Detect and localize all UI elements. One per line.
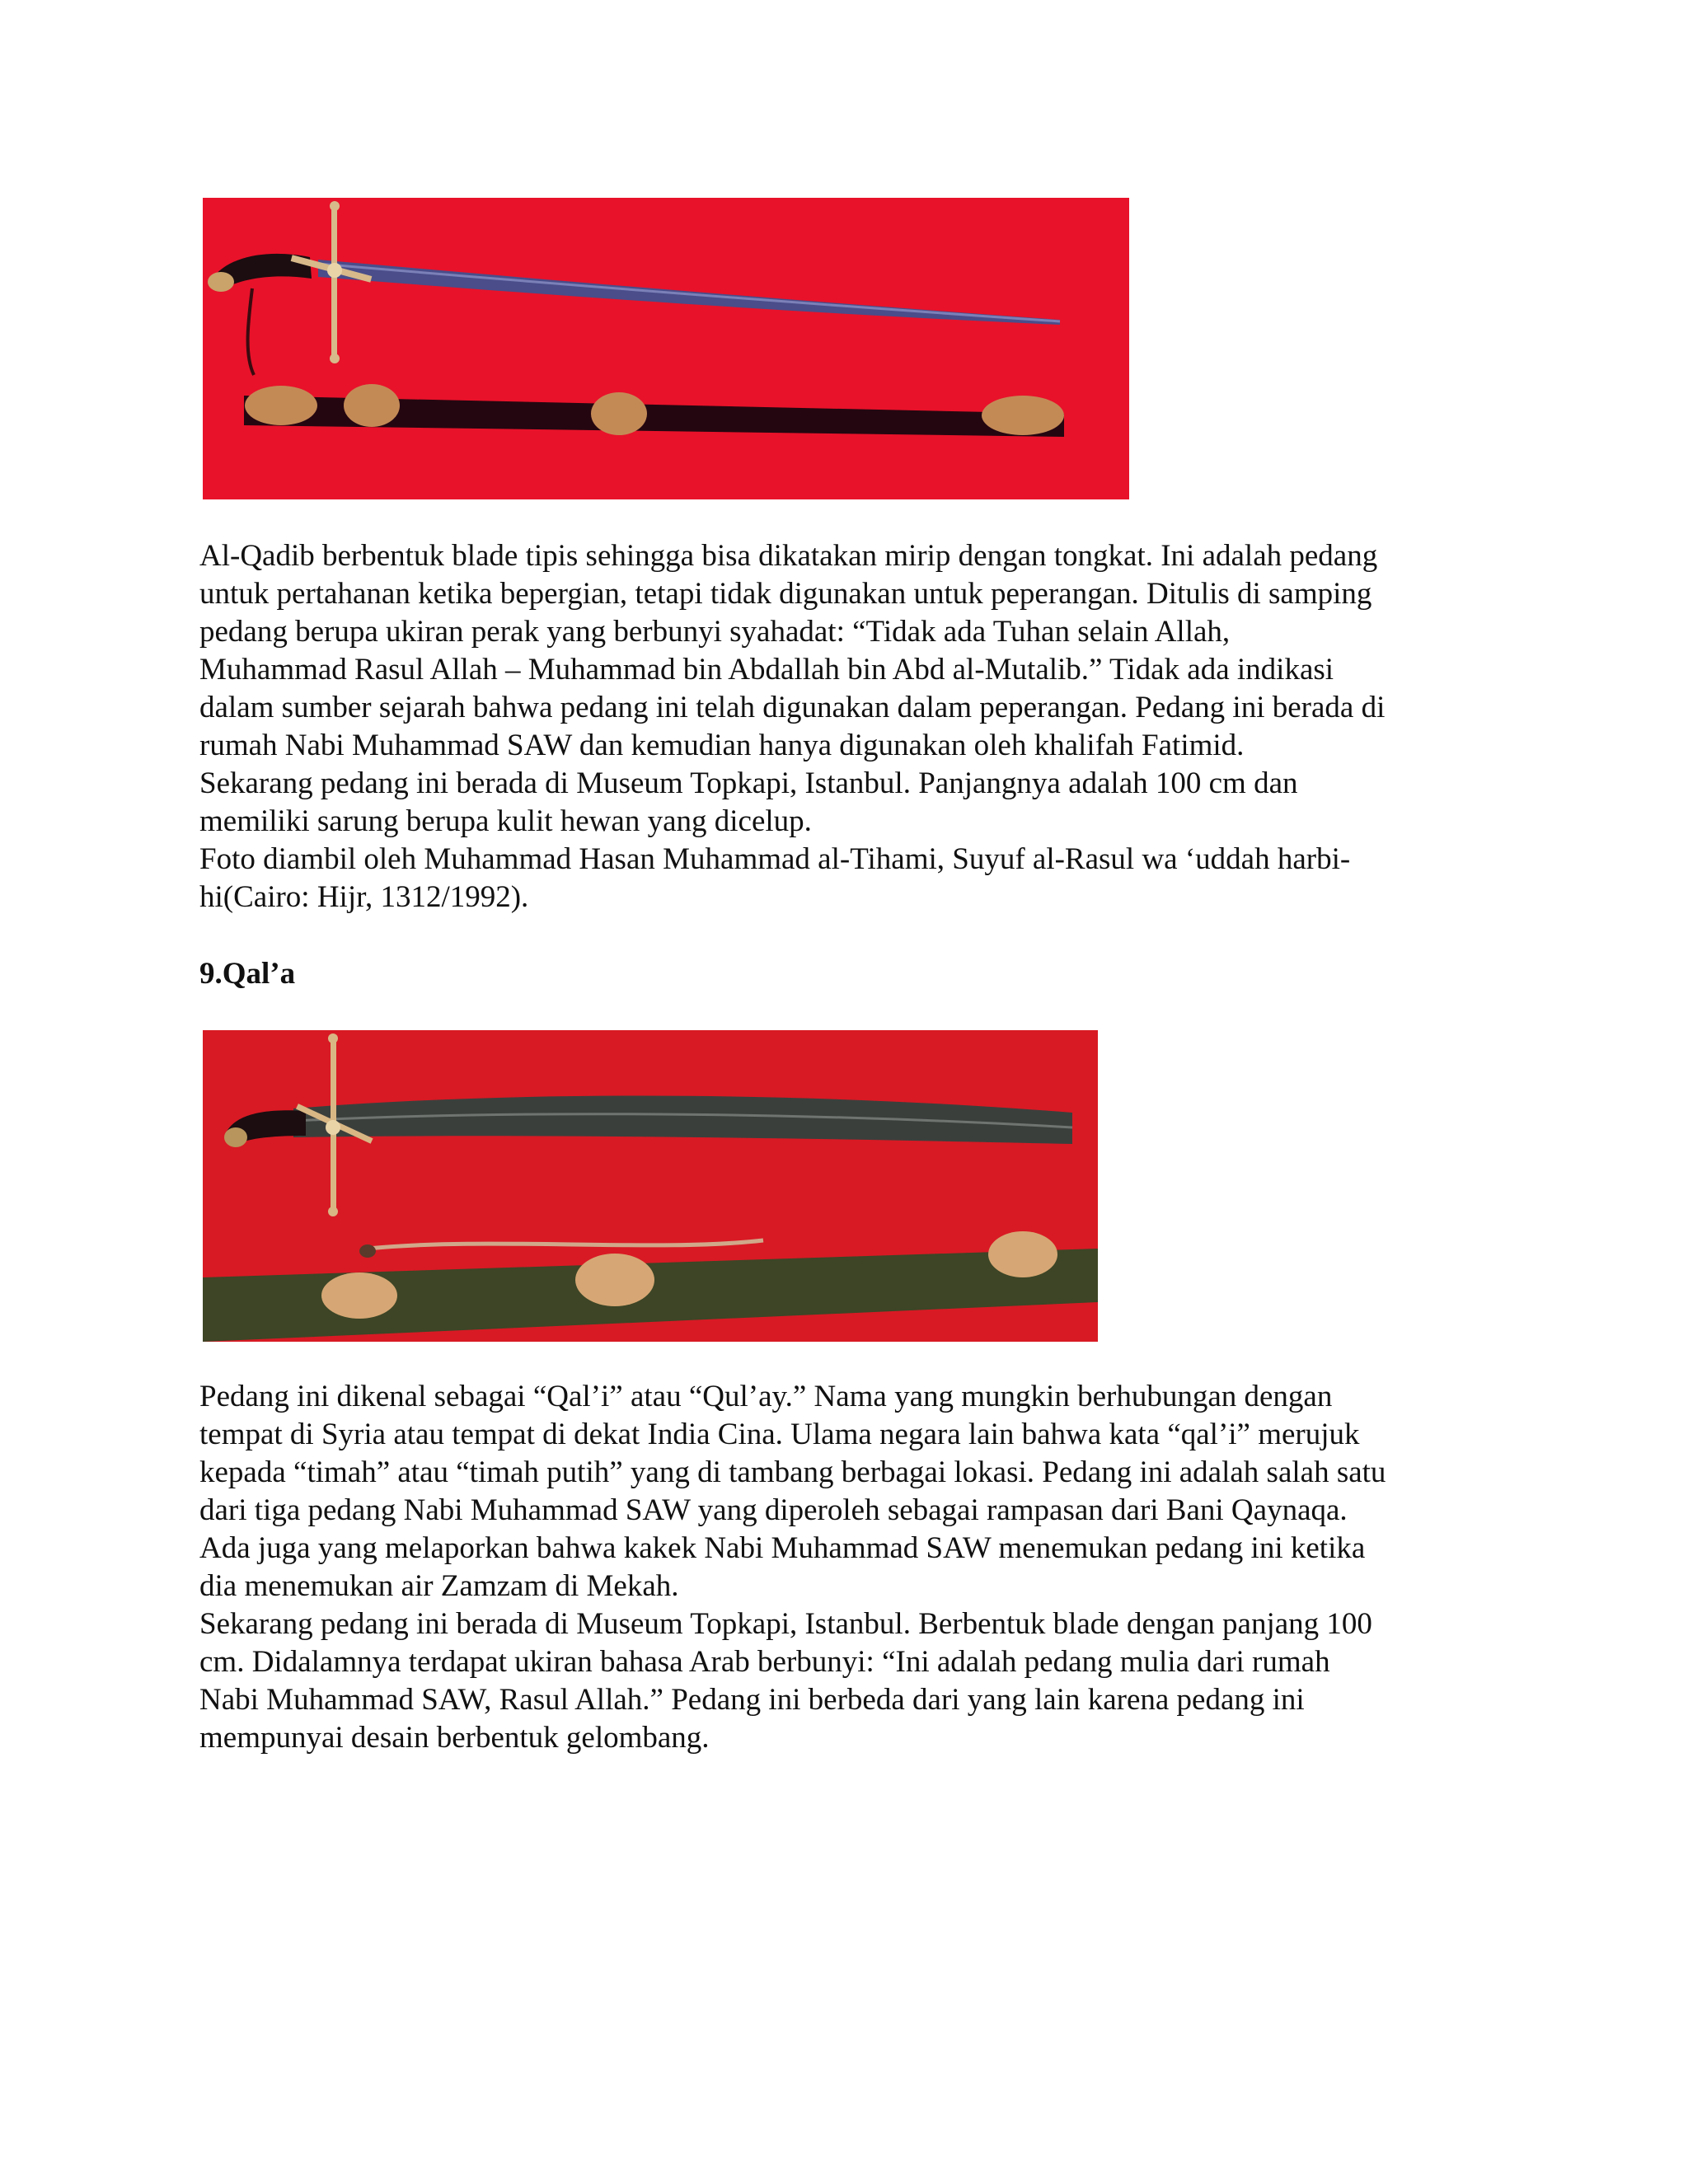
text-line: Foto diambil oleh Muhammad Hasan Muhammad al-Tihami, Suyuf al-Rasul wa ‘uddah harbi- bbox=[199, 842, 1351, 876]
text-line: dalam sumber sejarah bahwa pedang ini telah digunakan dalam peperangan. Pedang ini berada di bbox=[199, 691, 1386, 724]
text-line: Ada juga yang melaporkan bahwa kakek Nabi Muhammad SAW menemukan pedang ini ketika bbox=[199, 1531, 1366, 1565]
sword-illustration bbox=[203, 1030, 1098, 1342]
text-line: tempat di Syria atau tempat di dekat India Cina. Ulama negara lain bahwa kata “qal’i” merujuk bbox=[199, 1418, 1360, 1451]
text-line: dari tiga pedang Nabi Muhammad SAW yang diperoleh sebagai rampasan dari Bani Qaynaqa. bbox=[199, 1493, 1348, 1527]
text-line: mempunyai desain berbentuk gelombang. bbox=[199, 1721, 710, 1755]
text-line: untuk pertahanan ketika bepergian, tetapi tidak digunakan untuk peperangan. Ditulis di samping bbox=[199, 577, 1372, 611]
paragraph-al-qadib bbox=[199, 537, 1551, 916]
text-line: kepada “timah” atau “timah putih” yang di tambang berbagai lokasi. Pedang ini adalah salah satu bbox=[199, 1455, 1386, 1489]
text-line: memiliki sarung berupa kulit hewan yang dicelup. bbox=[199, 804, 812, 838]
sword-illustration bbox=[203, 198, 1129, 499]
sword-photo-qala bbox=[203, 1030, 1098, 1342]
text-line: Al-Qadib berbentuk blade tipis sehingga bisa dikatakan mirip dengan tongkat. Ini adalah pedang bbox=[199, 539, 1378, 573]
text-line: dia menemukan air Zamzam di Mekah. bbox=[199, 1569, 679, 1603]
sword-photo-al-qadib bbox=[203, 198, 1129, 499]
text-line: pedang berupa ukiran perak yang berbunyi syahadat: “Tidak ada Tuhan selain Allah, bbox=[199, 615, 1231, 649]
text-line: cm. Didalamnya terdapat ukiran bahasa Arab berbunyi: “Ini adalah pedang mulia dari rumah bbox=[199, 1645, 1330, 1679]
paragraph-qala bbox=[199, 1378, 1551, 1757]
text-line: Sekarang pedang ini berada di Museum Topkapi, Istanbul. Berbentuk blade dengan panjang 100 bbox=[199, 1607, 1372, 1641]
text-line: Nabi Muhammad SAW, Rasul Allah.” Pedang ini berbeda dari yang lain karena pedang ini bbox=[199, 1683, 1305, 1717]
text-line: Pedang ini dikenal sebagai “Qal’i” atau “Qul’ay.” Nama yang mungkin berhubungan dengan bbox=[199, 1380, 1333, 1413]
text-line: rumah Nabi Muhammad SAW dan kemudian hanya digunakan oleh khalifah Fatimid. bbox=[199, 729, 1245, 762]
text-line: Sekarang pedang ini berada di Museum Topkapi, Istanbul. Panjangnya adalah 100 cm dan bbox=[199, 766, 1298, 800]
section-heading: 9.Qal’a bbox=[199, 957, 296, 991]
text-line: hi(Cairo: Hijr, 1312/1992). bbox=[199, 880, 529, 914]
text-line: Muhammad Rasul Allah – Muhammad bin Abdallah bin Abd al-Mutalib.” Tidak ada indikasi bbox=[199, 653, 1334, 687]
